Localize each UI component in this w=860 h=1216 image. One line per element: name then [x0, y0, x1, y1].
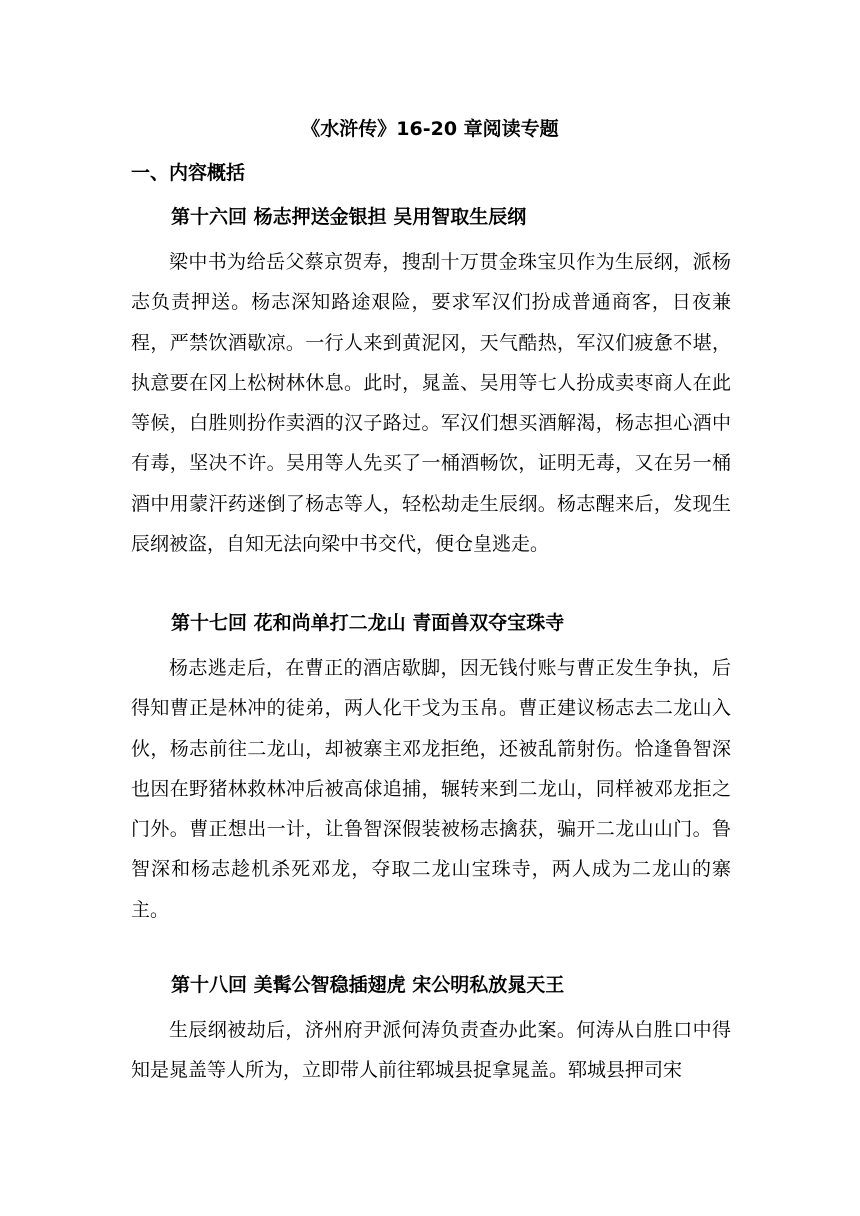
- chapter-heading-17: 第十七回 花和尚单打二龙山 青面兽双夺宝珠寺: [171, 612, 565, 634]
- document-title: 《水浒传》16-20 章阅读专题: [301, 118, 559, 140]
- section-heading: 一、内容概括: [131, 162, 246, 184]
- chapter-summary-16: 梁中书为给岳父蔡京贺寿，搜刮十万贯金珠宝贝作为生辰纲，派杨志负责押送。杨志深知路途艰险，要求军汉们扮成普通商客，日夜兼程，严禁饮酒歇凉。一行人来到黄泥冈，天气酷热，军汉们疲惫不堪，执意要在冈上松树林休息。此时，晁盖、吴用等七人扮成卖枣商人在此等候，白胜则扮作卖酒的汉子路过。军汉们想买酒解渴，杨志担心酒中有毒，坚决不许。吴用等人先买了一桶酒畅饮，证明无毒，又在另一桶酒中用蒙汗药迷倒了杨志等人，轻松劫走生辰纲。杨志醒来后，发现生辰纲被盗，自知无法向梁中书交代，便仓皇逃走。: [131, 251, 731, 556]
- chapter-summary-18: 生辰纲被劫后，济州府尹派何涛负责查办此案。何涛从白胜口中得知是晁盖等人所为，立即带人前往郓城县捉拿晁盖。郓城县押司宋: [131, 1019, 731, 1082]
- chapter-heading-16: 第十六回 杨志押送金银担 吴用智取生辰纲: [171, 206, 527, 228]
- chapter-summary-17: 杨志逃走后，在曹正的酒店歇脚，因无钱付账与曹正发生争执，后得知曹正是林冲的徒弟，两人化干戈为玉帛。曹正建议杨志去二龙山入伙，杨志前往二龙山，却被寨主邓龙拒绝，还被乱箭射伤。恰逢鲁智深也因在野猪林救林冲后被高俅追捕，辗转来到二龙山，同样被邓龙拒之门外。曹正想出一计，让鲁智深假装被杨志擒获，骗开二龙山山门。鲁智深和杨志趁机杀死邓龙，夺取二龙山宝珠寺，两人成为二龙山的寨主。: [131, 657, 731, 921]
- chapter-heading-18: 第十八回 美髯公智稳插翅虎 宋公明私放晁天王: [171, 974, 565, 996]
